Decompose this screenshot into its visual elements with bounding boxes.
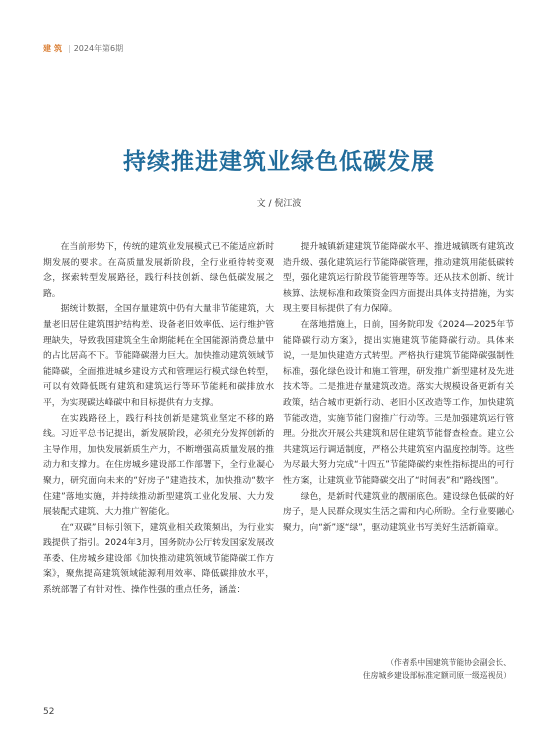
running-header — [43, 43, 123, 54]
signature-line: （作者系中国建筑节能协会副会长、 — [386, 658, 511, 667]
body-paragraph: 提升城镇新建建筑节能降碳水平、推进城镇既有建筑改造升级、强化建筑运行节能降碳管理，推动建筑用能低碳转型，强化建筑运行阶段节能管理等等。还从技术创新、统计核算、法规标准和政策资金四方面提出具体支持措施，为实现主要目标提供了有力保障。 — [283, 242, 514, 315]
author-signature — [363, 656, 511, 682]
right-column — [283, 240, 514, 536]
article-title: 持续推进建筑业绿色低碳发展 — [123, 149, 435, 175]
article-author: 文 / 倪江波 — [256, 199, 302, 209]
issue-label: 2024年第6期 — [73, 44, 124, 53]
body-paragraph: 在当前形势下，传统的建筑业发展模式已不能适应新时期发展的要求。在高质量发展新阶段，全行业亟待转变观念，探索转型发展路径，践行科技创新、绿色低碳发展之路。 — [43, 242, 274, 299]
body-paragraph: 在落地措施上，日前，国务院印发《2024—2025年节能降碳行动方案》，提出实施建筑节能降碳行动。具体来说，一是加快建造方式转型。严格执行建筑节能降碳强制性标准，强化绿色设计和施工管理，研发推广新型建材及先进技术等。二是推进存量建筑改造。落实大规模设备更新有关政策，结合城市更新行动、老旧小区改造等工作，加快建筑节能改造，实施节能门窗推广行动等。三是加强建筑运行管理。分批次开展公共建筑和居住建筑节能督查检查。建立公共建筑运行调适制度，严格公共建筑室内温度控制等。这些为尽最大努力完成“十四五”节能降碳约束性指标提出的可行性方案，让建筑业节能降碳交出了“时间表”和“路线图”。 — [283, 319, 514, 486]
left-column — [43, 240, 274, 599]
body-paragraph: 在实践路径上，践行科技创新是建筑业坚定不移的路线。习近平总书记提出，新发展阶段，必须充分发挥创新的主导作用，加快发展新质生产力，不断增强高质量发展的推动力和支撑力。在住房城乡建设部工作部署下，全行业凝心聚力，研究面向未来的“好房子”建造技术，加快推动“数字住建”落地实施，并持续推动新型建筑工业化发展、大力发展装配式建筑、大力推广智能化。 — [43, 413, 274, 518]
magazine-brand: 建筑 — [43, 43, 65, 53]
body-paragraph: 绿色，是新时代建筑业的靓丽底色。建设绿色低碳的好房子，是人民群众现实生活之需和内心所盼。全行业要融心聚力，向“新”逐“绿”，驱动建筑业书写美好生活新篇章。 — [283, 491, 514, 533]
body-paragraph: 据统计数据，全国存量建筑中仍有大量非节能建筑，大量老旧居住建筑围护结构差、设备老旧效率低、运行维护管理缺失，导致我国建筑全生命期能耗在全国能源消费总量中的占比居高不下。节能降碳潜力巨大。加快推动建筑领域节能降碳，全面推进城乡建设方式和管理运行模式绿色转型，可以有效降低既有建筑和建筑运行等环节能耗和碳排放水平，为实现碳达峰碳中和目标提供有力支撑。 — [43, 304, 274, 408]
header-separator: | — [68, 44, 71, 53]
signature-line: 住房城乡建设部标准定额司原一级巡视员） — [362, 671, 511, 680]
page-number: 52 — [43, 707, 55, 717]
body-paragraph: 在“双碳”目标引领下，建筑业相关政策频出，为行业实践提供了指引。2024年3月，国务院办公厅转发国家发展改革委、住房城乡建设部《加快推动建筑领域节能降碳工作方案》，聚焦提高建筑领域能源利用效率、降低碳排放水平，系统部署了有针对性、操作性强的重点任务，涵盖： — [43, 522, 274, 596]
